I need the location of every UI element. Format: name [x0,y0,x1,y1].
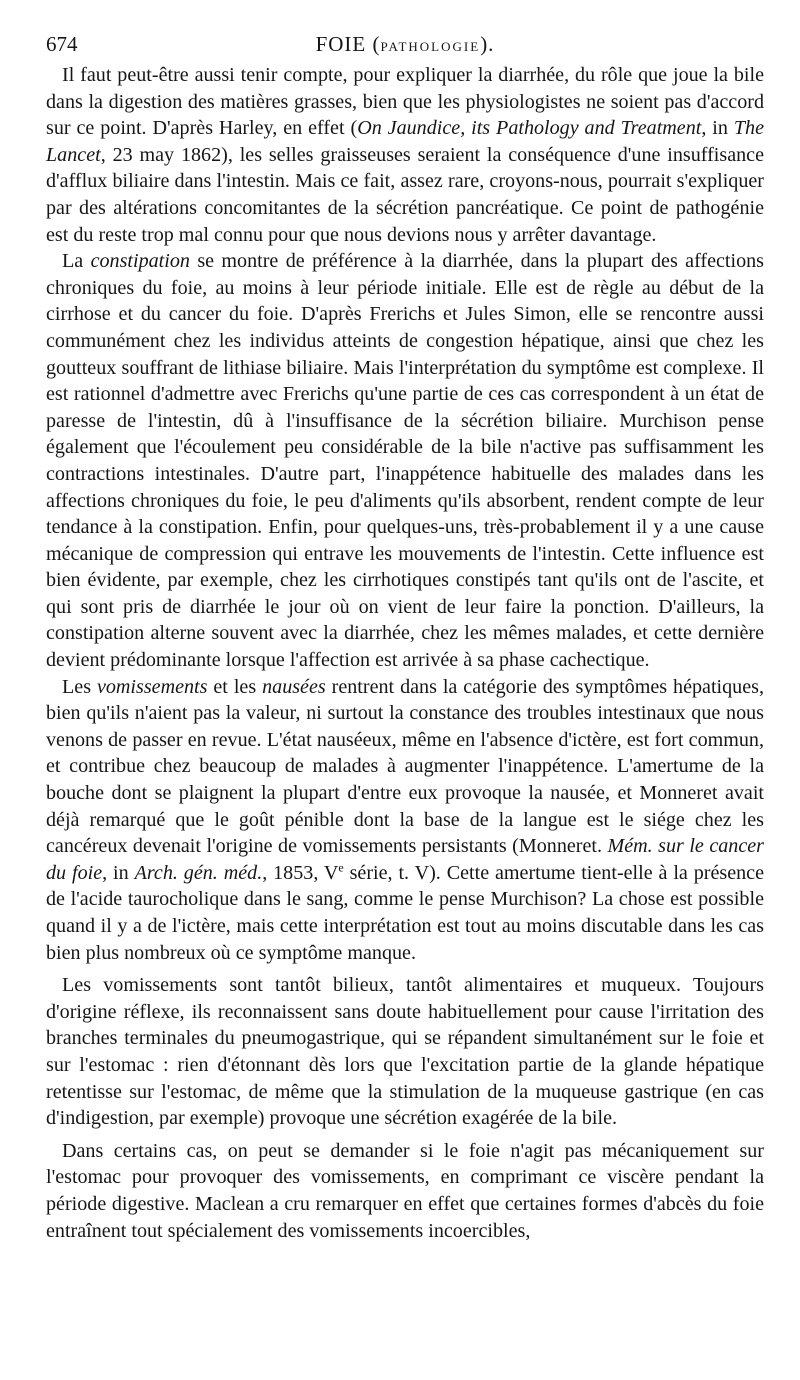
italic-text: On Jaundice, its Pathology and Treatment [357,117,702,140]
text-run: série, t. V). Cette amertume tient-elle à la présence de l'acide taurocholique dans le sang, comme le pense Murchison? La chose est possible quand il y a de l'ictère, mais cette interprétation est tout au moins discutable dans les cas bien plus nombreux où ce symptôme manque. [46,861,765,964]
running-title-paren-close: ). [480,32,495,56]
text-run: , in [102,861,135,884]
running-header [46,28,764,62]
italic-text: Mém. sur le cancer du foie [46,835,765,884]
text-run: Les [62,675,97,698]
running-title [46,32,764,57]
paragraph [46,248,764,674]
text-run: et les [207,675,263,698]
italic-text: Arch. gén. méd. [134,861,263,884]
text-run: se montre de préférence à la diarrhée, dans la plupart des affections chroniques du foie, au moins à leur période initiale. Elle est de règle au début de la cirrhose et du cancer du foie. D'après Frerichs et Jules Simon, elle se rencontre aussi communément chez les individus atteints de congestion hépatique, ainsi que chez les goutteux souffrant de lithiase biliaire. Mais l'interprétation du symptôme est complexe. Il est rationnel d'admettre avec Frerichs qu'une partie de ces cas correspondent à un état de paresse de l'intestin, dû à l'insuffisance de la sécrétion biliaire. Murchison pense également que l'écoulement peu considérable de la bile n'active pas suffisamment les contractions intestinales. D'autre part, l'inappétence habituelle des malades dans les affections chroniques du foie, le peu d'aliments qu'ils absorbent, rendent compte de leur tendance à la constipation. Enfin, pour quelques-uns, très-probablement il y a une cause mécanique de compression qui entrave les mouvements de l'intestin. Cette influence est bien évidente, par exemple, chez les cirrhotiques constipés tant qu'ils ont de l'ascite, et qui sont pris de diarrhée le jour où on vient de leur faire la ponction. D'ailleurs, la constipation alterne souvent avec la diarrhée, chez les mêmes malades, et cette dernière devient prédominante lorsque l'affection est arrivée à sa phase cachectique. [46,250,765,672]
italic-text: The Lancet [46,117,764,166]
paragraph [46,1138,764,1244]
text-run: Il faut peut-être aussi tenir compte, pour expliquer la diarrhée, du rôle que joue la bile dans la digestion des matières grasses, bien que les physiologistes ne soient pas d'accord sur ce point. D'après Harley, en effet ( [46,64,764,140]
running-title-main: FOIE [315,32,367,56]
text-run: La [62,250,91,273]
text-run: Les vomissements sont tantôt bilieux, tantôt alimentaires et muqueux. Toujours d'origine réflexe, ils reconnaissent sans doute habituellement pour cause l'irritation des branches terminales du pneumogastrique, qui se répandent simultanément sur le foie et sur l'estomac : rien d'étonnant dès lors que l'excitation partie de la glande hépatique retentisse sur l'estomac, de même que la stimulation de la muqueuse gastrique (en cas d'indigestion, par exemple) provoque une sécrétion exagérée de la bile. [46,974,764,1130]
italic-text: nausées [262,675,326,698]
superscript-text: e [338,860,344,875]
paragraph [46,62,764,248]
paragraph [46,972,764,1132]
italic-text: vomissements [96,675,208,698]
paragraph [46,674,764,967]
body-text [46,62,764,1244]
text-run: , 1853, V [262,861,339,884]
italic-text: constipation [90,250,190,273]
text-run: , in [701,117,734,140]
text-run: rentrent dans la catégorie des symptômes hépatiques, bien qu'ils n'aient pas la valeur, ni surtout la constance des troubles intestinaux que nous venons de passer en revue. L'état nauséeux, même en l'absence d'ictère, est fort commun, et contribue chez beaucoup de malades à augmenter l'inappétence. L'amertume de la bouche dont se plaignent la plupart d'entre eux provoque la nausée, et Monneret avait déjà remarqué que le goût pénible dont la base de la langue est le siége chez les cancéreux devenait l'origine de vomissements persistants (Monneret. [46,675,764,858]
page-number: 674 [46,32,78,56]
text-run: , 23 may 1862), les selles graisseuses seraient la conséquence d'une insuffisance d'afflux biliaire dans l'intestin. Mais ce fait, assez rare, croyons-nous, pourrait s'expliquer par des altérations concomitantes de la sécrétion pancréatique. Ce point de pathogénie est du reste trop mal connu pour que nous devions nous y arrêter davantage. [46,143,764,246]
running-title-paren-open: ( [366,32,381,56]
running-title-sub: PATHOLOGIE [380,39,481,54]
text-run: Dans certains cas, on peut se demander si le foie n'agit pas mécaniquement sur l'estomac pour provoquer des vomissements, en comprimant ce viscère pendant la période digestive. Maclean a cru remarquer en effet que certaines formes d'abcès du foie entraînent tout spécialement des vomissements incoercibles, [46,1139,764,1242]
